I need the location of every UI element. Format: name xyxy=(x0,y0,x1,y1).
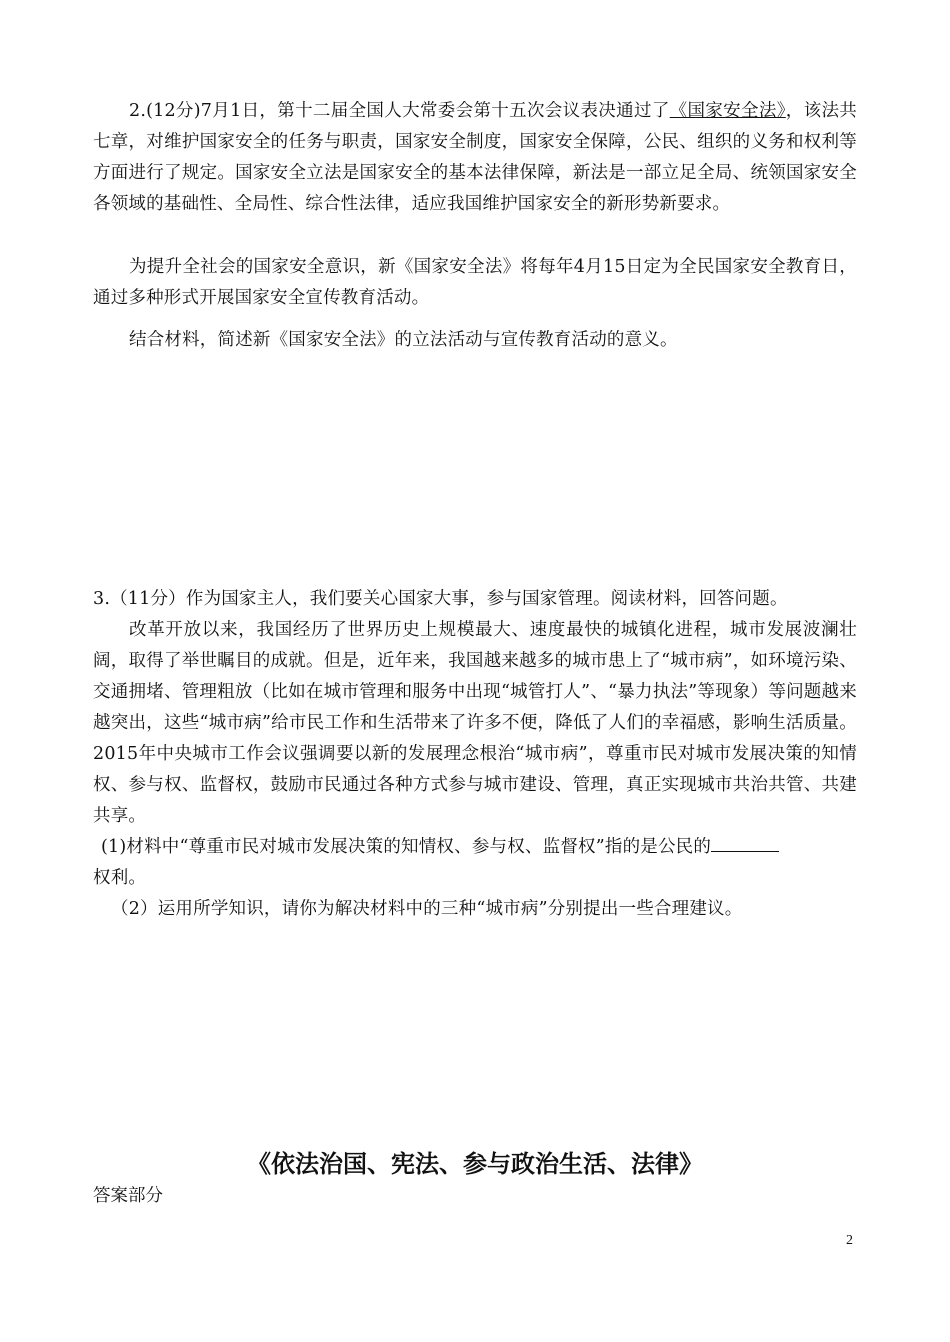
question-2-suffix: ，该法共七章，对维护国家安全的任务与职责，国家安全制度，国家安全保障，公民、组织的义务和权利等方面进行了规定。国家安全立法是国家安全的基本法律保障，新法是一部立足全局、统领国家安全各领域的基础性、全局性、综合性法律，适应我国维护国家安全的新形势新要求。 xyxy=(93,101,857,214)
question-2-prefix: 2.(12分)7月1日，第十二届全国人大常委会第十五次会议表决通过了 xyxy=(129,101,670,121)
question-3-sub-2: （2）运用所学知识，请你为解决材料中的三种“城市病”分别提出一些合理建议。 xyxy=(111,899,743,919)
question-2 xyxy=(93,96,857,220)
question-2-paragraph-1 xyxy=(93,96,857,220)
question-2-prompt-block xyxy=(93,325,857,356)
question-2-paragraph-2-block xyxy=(93,252,857,314)
question-3-sub-1-prefix: (1)材料中“尊重市民对城市发展决策的知情权、参与权、监督权”指的是公民的 xyxy=(101,837,712,857)
fill-in-blank xyxy=(711,833,779,852)
law-title-underlined: 《国家安全法》 xyxy=(669,101,786,121)
question-3-material: 改革开放以来，我国经历了世界历史上规模最大、速度最快的城镇化进程，城市发展波澜壮阔，取得了举世瞩目的成就。但是，近年来，我国越来越多的城市患上了“城市病”，如环境污染、交通拥堵、管理粗放（比如在城市管理和服务中出现“城管打人”、“暴力执法”等现象）等问题越来越突出，这些“城市病”给市民工作和生活带来了许多不便，降低了人们的幸福感，影响生活质量。2015年中央城市工作会议强调要以新的发展理念根治“城市病”，尊重市民对城市发展决策的知情权、参与权、监督权，鼓励市民通过各种方式参与城市建设、管理，真正实现城市共治共管、共建共享。 xyxy=(93,620,857,826)
answer-label: 答案部分 xyxy=(93,1186,163,1206)
question-2-prompt: 结合材料，简述新《国家安全法》的立法活动与宣传教育活动的意义。 xyxy=(129,330,678,350)
question-3-intro: 3.（11分）作为国家主人，我们要关心国家大事，参与国家管理。阅读材料，回答问题。 xyxy=(93,589,788,609)
question-3-sub-1-continued: 权利。 xyxy=(93,868,147,888)
question-2-paragraph-2: 为提升全社会的国家安全意识，新《国家安全法》将每年4月15日定为全民国家安全教育日，通过多种形式开展国家安全宣传教育活动。 xyxy=(93,257,857,308)
question-3 xyxy=(93,584,857,925)
page-number: 2 xyxy=(846,1233,853,1248)
question-3-sub-1 xyxy=(93,832,857,863)
section-title: 《依法治国、宪法、参与政治生活、法律》 xyxy=(247,1149,703,1178)
